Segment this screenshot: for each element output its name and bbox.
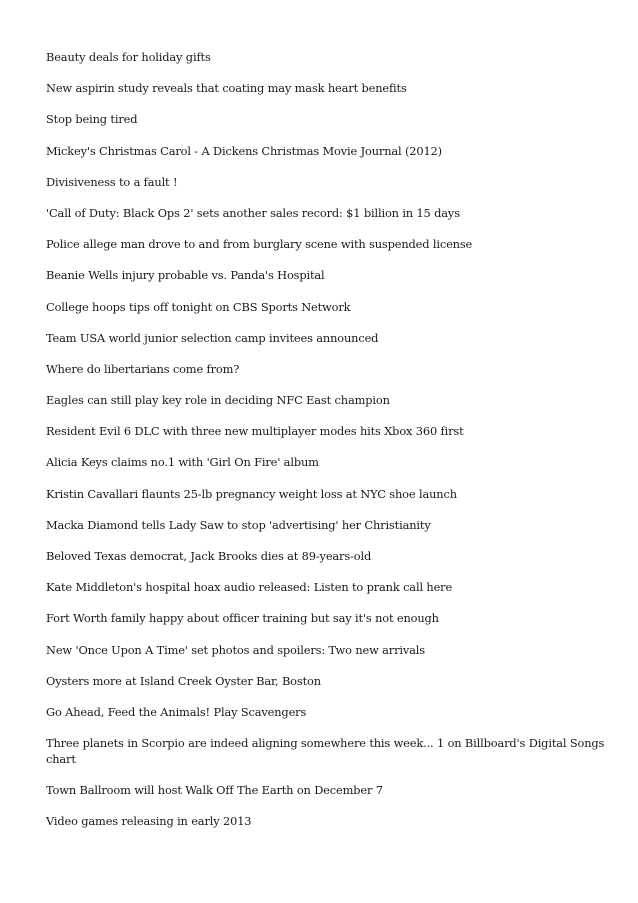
headline-item: Video games releasing in early 2013: [46, 814, 252, 829]
headline-item: Three planets in Scorpio are indeed aligning somewhere this week... 1 on Billboard's Digital Songs chart: [46, 736, 605, 766]
headline-item: Mickey's Christmas Carol - A Dickens Christmas Movie Journal (2012): [46, 143, 442, 158]
headline-item: Town Ballroom will host Walk Off The Earth on December 7: [46, 782, 383, 797]
headline-item: Oysters more at Island Creek Oyster Bar, Boston: [46, 673, 321, 688]
headline-item: Beauty deals for holiday gifts: [46, 50, 211, 64]
headline-item: Go Ahead, Feed the Animals! Play Scavengers: [46, 704, 307, 719]
headline-item: New 'Once Upon A Time' set photos and spoilers: Two new arrivals: [46, 642, 425, 657]
headline-item: Fort Worth family happy about officer training but say it's not enough: [46, 611, 439, 626]
headline-list: [46, 50, 606, 845]
headline-item: Kate Middleton's hospital hoax audio released: Listen to prank call here: [46, 580, 453, 595]
headline-item: New aspirin study reveals that coating may mask heart benefits: [46, 81, 407, 96]
headline-item: Eagles can still play key role in deciding NFC East champion: [46, 393, 390, 408]
headline-item: Team USA world junior selection camp invitees announced: [46, 330, 379, 345]
headline-item: Divisiveness to a fault !: [46, 174, 178, 189]
headline-item: College hoops tips off tonight on CBS Sports Network: [46, 299, 351, 314]
headline-item: Alicia Keys claims no.1 with 'Girl On Fire' album: [46, 455, 319, 470]
headline-item: Stop being tired: [46, 112, 138, 127]
headline-item: Kristin Cavallari flaunts 25-lb pregnancy weight loss at NYC shoe launch: [46, 486, 457, 501]
headline-item: Beanie Wells injury probable vs. Panda's Hospital: [46, 268, 325, 283]
headline-item: Beloved Texas democrat, Jack Brooks dies at 89-years-old: [46, 549, 372, 563]
headline-item: Resident Evil 6 DLC with three new multiplayer modes hits Xbox 360 first: [46, 424, 464, 439]
headline-item: Where do libertarians come from?: [46, 361, 240, 376]
headline-item: Police allege man drove to and from burglary scene with suspended license: [46, 237, 473, 252]
headline-item: 'Call of Duty: Black Ops 2' sets another sales record: $1 billion in 15 days: [46, 205, 460, 220]
headline-item: Macka Diamond tells Lady Saw to stop 'advertising' her Christianity: [46, 517, 431, 532]
